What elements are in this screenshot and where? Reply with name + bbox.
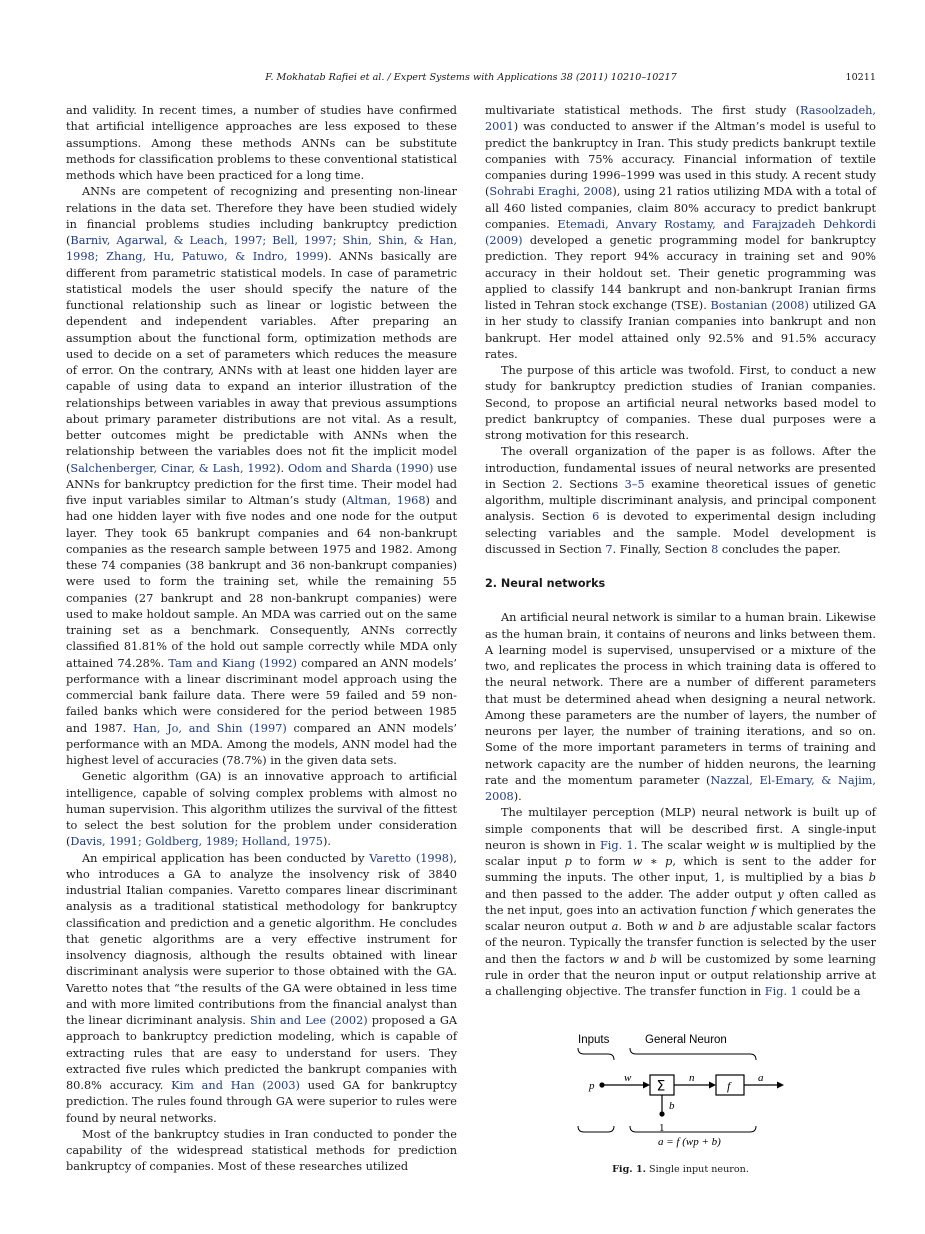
paragraph: An empirical application has been conducted by Varetto (1998), who introduces a GA to analyze the insolvency risk of 3840 industrial Italian companies. Varetto compares linear discriminant analysis as a traditional statistical methodology for bankruptcy classification and prediction and a genetic algorithm. He concludes that genetic algorithms are a very effective instrument for insolvency diagnosis, although the results obtained with linear discriminant analysis were superior to those obtained with the GA. Varetto notes that “the results of the GA were obtained in less time and with more limited contributions from the financial analyst than the linear dicriminant analysis. Shin and Lee (2002) proposed a GA approach to bankruptcy prediction modeling, which is capable of extracting rules that are easy to understand for users. They extracted five rules which predicted the bankrupt companies with 80.8% accuracy. Kim and Han (2003) used GA for bankruptcy prediction. The rules found through GA were superior to rules were found by neural networks. [66,851,457,1125]
weight-label: w [624,1072,632,1084]
citation-link[interactable]: Shin and Lee (2002) [249,1014,368,1027]
inputs-top-bracket [578,1048,614,1060]
general-neuron-label: General Neuron [645,1034,727,1046]
net-input-label: n [689,1072,695,1084]
figure-link[interactable]: Fig. 1 [764,985,798,998]
citation-link[interactable]: Barniv, Agarwal, & Leach, 1997; Bell, 1997; Shin, Shin, & Han, 1998; Zhang, Hu, Patuwo, & Indro, 1999 [66,234,457,264]
section-link[interactable]: 3–5 [624,477,645,491]
bias-label: b [669,1100,675,1112]
citation-link[interactable]: Bostanian (2008) [710,299,809,312]
section-link[interactable]: 8 [711,542,719,556]
paragraph: and validity. In recent times, a number of studies have confirmed that artificial intelligence approaches are less exposed to these assumptions. Among these methods ANNs can be substitute methods for classification problems to these conventional statistical methods which have been practiced for a long time. [66,104,457,182]
section-link[interactable]: 6 [592,510,600,524]
citation-link[interactable]: Etemadi, Anvary Rostamy, and Farajzadeh Dehkordi (2009) [485,217,876,247]
right-column [485,103,876,1000]
caption-label: Fig. 1. [612,1164,646,1175]
paragraph: The overall organization of the paper is as follows. After the introduction, fundamental issues of neural networks are presented in Section 2. Sections 3–5 examine theoretical issues of genetic algorithm, multiple discriminant analysis, and principal component analysis. Section 6 is devoted to experimental design including selecting variables and the sample. Model development is discussed in Section 7. Finally, Section 8 concludes the paper. [485,445,876,556]
left-column [66,103,457,1176]
caption-text: Single input neuron. [645,1164,749,1175]
citation-link[interactable]: Davis, 1991; Goldberg, 1989; Holland, 1975 [70,835,323,849]
inputs-bottom-bracket [578,1126,614,1132]
section-link[interactable]: 7 [605,542,613,556]
citation-link[interactable]: Varetto (1998) [369,851,454,865]
citation-link[interactable]: Han, Jo, and Shin (1997) [132,721,287,735]
neuron-diagram [568,1030,798,1160]
citation-link[interactable]: Sohrabi Eraghi, 2008 [489,185,613,199]
citation-link[interactable]: Odom and Sharda (1990) [287,461,434,475]
output-label: a [758,1072,764,1084]
sigma-symbol: Σ [656,1078,666,1095]
bias-input-one: 1 [659,1122,665,1134]
page-number: 10211 [845,72,876,83]
citation-link[interactable]: Salchenberger, Cinar, & Lash, 1992 [70,461,277,475]
citation-link[interactable]: Rasoolzadeh, 2001 [485,104,876,134]
figure-link[interactable]: Fig. 1 [599,838,634,852]
weight-arrowhead [643,1082,650,1089]
section-heading: 2. Neural networks [485,577,606,590]
citation-link[interactable]: Altman, 1968 [346,494,426,507]
paragraph: ANNs are competent of recognizing and presenting non-linear relations in the data set. Therefore they have been studied widely in financial problems studies including bankruptcy prediction (Barniv, Agarwal, & Leach, 1997; Bell, 1997; Shin, Shin, & Han, 1998; Zhang, Hu, Patuwo, & Indro, 1999). ANNs basically are different from parametric statistical models. In case of parametric statistical models the user should specify the nature of the functional relationship such as linear or logistic between the dependent and independent variables. After preparing an assumption about the functional form, optimization methods are used to decide on a set of parameters which reduces the measure of error. On the contrary, ANNs with at least one hidden layer are capable of using data to expand an interior illustration of the relationships between variables in away that previous assumptions about primary parameter distributions are not vital. As a result, better outcomes might be predictable with ANNs when the relationship between the variables does not fit the implicit model (Salchenberger, Cinar, & Lash, 1992). Odom and Sharda (1990) use ANNs for bankruptcy prediction for the first time. Their model had five input variables similar to Altman’s study (Altman, 1968) and had one hidden layer with five nodes and one node for the output layer. They took 65 bankrupt companies and 64 non-bankrupt companies as the research sample between 1975 and 1982. Among these 74 companies (38 bankrupt and 36 non-bankrupt companies) were used to form the training set, while the remaining 55 companies (27 bankrupt and 28 non-bankrupt companies) were used to make holdout sample. An MDA was carried out on the same training set as a benchmark. Consequently, ANNs correctly classified 81.81% of the hold out sample correctly while MDA only attained 74.28%. Tam and Kiang (1992) compared an ANN models’ performance with a linear discriminant model approach using the commercial bank failure data. There were 59 failed and 59 non-failed banks which were considered for the period between 1985 and 1987. Han, Jo, and Shin (1997) compared an ANN models’ performance with an MDA. Among the models, ANN model had the highest level of accuracies (78.7%) in the given data sets. [66,185,458,767]
net-input-arrowhead [709,1082,716,1089]
bias-node [659,1111,664,1116]
citation-link[interactable]: Tam and Kiang (1992) [168,656,297,670]
paragraph: The multilayer perception (MLP) neural network is built up of simple components that will be described first. A single-input neuron is shown in Fig. 1. The scalar weight w is multiplied by the scalar input p to form w ∗ p, which is sent to the adder for summing the inputs. The other input, 1, is multiplied by a bias b and then passed to the adder. The adder output y often called as the net input, goes into an activation function f which generates the scalar neuron output a. Both w and b are adjustable scalar factors of the neuron. Typically the transfer function is selected by the user and then the factors w and b will be customized by some learning rule in order that the neuron input or output relationship arrive at a challenging objective. The transfer function in Fig. 1 could be a [485,806,876,998]
paragraph: Genetic algorithm (GA) is an innovative approach to artificial intelligence, capable of solving complex problems with almost no human supervision. This algorithm utilizes the survival of the fittest to select the best solution for the problem under consideration (Davis, 1991; Goldberg, 1989; Holland, 1975). [66,770,457,849]
running-head [66,72,876,88]
paragraph: An artificial neural network is similar to a human brain. Likewise as the human brain, it contains of neurons and links between them. A learning model is supervised, unsupervised or a mixture of the two, and replicates the process in which training data is offered to the neural network. There are a number of different parameters that must be determined ahead when designing a neural network. Among these parameters are the number of layers, the number of neurons per layer, the number of training iterations, and so on. Some of the more important parameters in terms of training and network capacity are the number of hidden neurons, the learning rate and the momentum parameter (Nazzal, El-Emary, & Najim, 2008). [485,611,876,803]
neuron-equation: a = f (wp + b) [658,1136,721,1148]
citation-link[interactable]: Kim and Han (2003) [171,1079,300,1092]
inputs-label: Inputs [578,1034,610,1046]
neuron-figure [568,1030,798,1160]
input-p-label: p [589,1080,595,1092]
output-arrowhead [777,1082,784,1089]
paragraph: multivariate statistical methods. The first study (Rasoolzadeh, 2001) was conducted to answer if the Altman’s model is useful to predict the bankruptcy in Iran. This study predicts bankrupt textile companies with 75% accuracy. Financial information of textile companies during 1996–1999 was used in this study. A recent study (Sohrabi Eraghi, 2008), using 21 ratios utilizing MDA with a total of all 460 listed companies, claim 80% accuracy to predict bankrupt companies. Etemadi, Anvary Rostamy, and Farajzadeh Dehkordi (2009) developed a genetic programming model for bankruptcy prediction. They report 94% accuracy in training set and 90% accuracy in their holdout set. Their genetic programming was applied to classify 144 bankrupt and non-bankrupt Iranian firms listed in Tehran stock exchange (TSE). Bostanian (2008) utilized GA in her study to classify Iranian companies into bankrupt and non bankrupt. Her model attained only 92.5% and 91.5% accuracy rates. [485,104,876,361]
transfer-function-label: f [727,1079,731,1093]
citation-link[interactable]: Nazzal, El-Emary, & Najim, 2008 [485,773,876,803]
neuron-top-bracket [630,1048,756,1060]
neuron-bottom-bracket [630,1126,756,1132]
section-link[interactable]: 2 [551,477,560,491]
figure-caption [485,1164,876,1175]
paragraph: The purpose of this article was twofold. First, to conduct a new study for bankruptcy prediction studies of Iranian companies. Second, to propose an artificial neural networks based model to predict bankruptcy of companies. These dual purposes were a strong motivation for this research. [485,364,876,442]
paragraph: Most of the bankruptcy studies in Iran conducted to ponder the capability of the widespread statistical methods for prediction bankruptcy of companies. Most of these researches utilized [66,1127,457,1174]
journal-citation: F. Mokhatab Rafiei et al. / Expert Systems with Applications 38 (2011) 10210–10217 [265,72,677,83]
